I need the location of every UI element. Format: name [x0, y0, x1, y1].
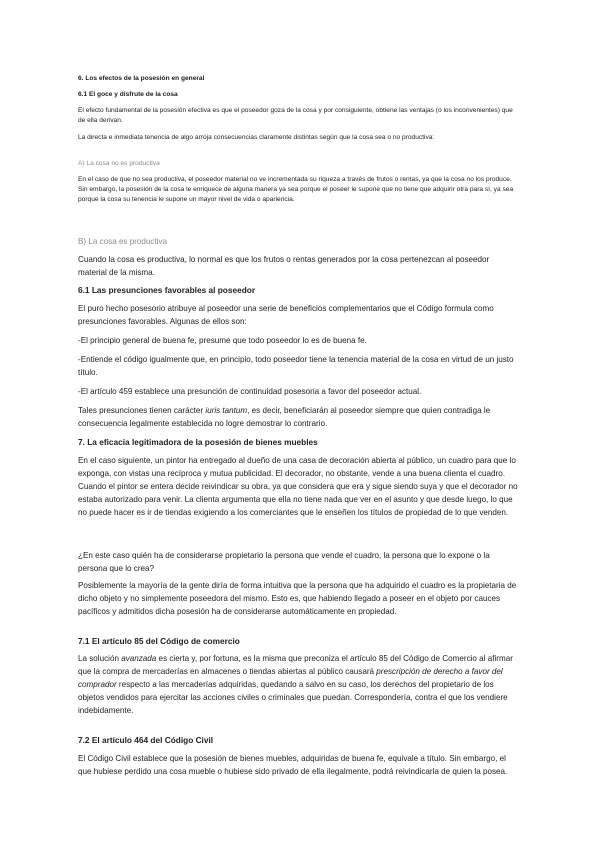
articulo-85-emphasis-2: prescripción de derecho a favor del comprador: [78, 667, 503, 689]
section-7-2-heading: 7.2 El artículo 464 del Código Civil: [78, 735, 214, 745]
articulo-85-text-2: es cierta y, por fortuna, es la misma que preconiza el artículo 85 del Código de Comercio al afirmar que la compra de mercaderías en almacenes o tiendas abiertas al público causará: [78, 654, 513, 676]
paragraph-articulo-464: El Código Civil establece que la posesión de bienes muebles, adquiridas de buena fe, equivale a título. Sin embargo, el que hubiese perdido una cosa mueble o hubiese sido privado de ella ilegalmente, podrá reivindicarla de quien la posea.: [78, 754, 508, 776]
bullet-buena-fe: -El principio general de buena fe, presume que todo poseedor lo es de buena fe.: [78, 336, 367, 345]
iuris-tantum-text-1: Tales presunciones tienen carácter: [78, 406, 206, 415]
bullet-justo-titulo: -Entiende el código igualmente que, en principio, todo poseedor tiene la tenencia material de la cosa en virtud de un justo título.: [78, 355, 514, 377]
paragraph-tenencia: La directa e inmediata tenencia de algo arroja consecuencias claramente distintas según que la cosa sea o no productiva:: [78, 134, 435, 141]
articulo-85-text-3: respecto a las mercaderías adquiridas, quedando a salvo en su caso, los derechos del propietario de los objetos vendidos para ejercitar las acciones civiles o criminales que puedan. Correspondería, contra el que los vendiere indebidamente.: [78, 680, 508, 715]
paragraph-iuris-tantum: [78, 404, 518, 430]
paragraph-goce: El efecto fundamental de la posesión efectiva es que el poseedor goza de la cosa y por consiguiente, obtiene las ventajas (o los inconvenientes) que de ella derivan.: [78, 107, 513, 125]
section-6-heading: 6. Los efectos de la posesión en general: [78, 75, 205, 82]
section-7-heading: 7. La eficacia legitimadora de la posesión de bienes muebles: [78, 437, 318, 447]
paragraph-no-productiva: En el caso de que no sea productiva, el poseedor material no ve incrementada su riqueza a través de frutos o rentas, ya que la cosa no los produce. Sin embargo, la posesión de la cosa le enriquece de alguna manera ya sea porque el poseer le supone que no tiene que adquirir otra para sí, ya sea porque la cosa su tenencia le supone un mayor nivel de vida o apariencia.: [78, 176, 514, 204]
paragraph-articulo-85: [78, 652, 518, 717]
subheading-b: B) La cosa es productiva: [78, 237, 168, 246]
subheading-a: A) La cosa no es productiva: [78, 160, 160, 167]
section-6-1-heading: 6.1 El goce y disfrute de la cosa: [78, 91, 178, 98]
paragraph-presunciones: El puro hecho posesorio atribuye al poseedor una serie de beneficios complementarios que el Código formula como presunciones favorables. Algunas de ellos son:: [78, 304, 494, 326]
paragraph-caso-pintor: En el caso siguiente, un pintor ha entregado al dueño de una casa de decoración abierta al público, un cuadro para que lo exponga, con vistas una recíproca y mutua publicidad. El decorador, no obstante, vende a una buena clienta el cuadro. Cuando el pintor se entera decide reivindicar su obra, ya que considera que era y sigue siendo suya y que el decorador no estaba autorizado para venir. La clienta argumenta que ella no tiene nada que ver en el asunto y que desde luego, lo que no puede hacer es ir de tiendas exigiendo a los comerciantes que le enseñen los títulos de propiedad de lo que venden.: [78, 456, 518, 517]
bullet-articulo-459: -El artículo 459 establece una presunción de continuidad posesoria a favor del poseedor actual.: [78, 387, 422, 396]
paragraph-productiva: Cuando la cosa es productiva, lo normal es que los frutos o rentas generados por la cosa pertenezcan al poseedor material de la misma.: [78, 255, 490, 277]
section-7-1-heading: 7.1 El artículo 85 del Código de comercio: [78, 636, 240, 646]
paragraph-pregunta: ¿En este caso quién ha de considerarse propietario la persona que vende el cuadro, la persona que lo expone o la persona que lo crea?: [78, 551, 490, 573]
articulo-85-text-1: La solución: [78, 654, 122, 663]
iuris-tantum-text-2: , es decir, beneficiarán al poseedor siempre que quien contradiga le consecuencia legalmente establecida no logre demostrar lo contrario.: [78, 406, 491, 428]
paragraph-mayoria: Posiblemente la mayoría de la gente diría de forma intuitiva que la persona que ha adquirido el cuadro es la propietaria de dicho objeto y no simplemente poseedora del mismo. Esto es, que habiendo llegado a poseer en el objeto por cauces pacíficos y admitidos dicha posesión ha de considerarse automáticamente en propiedad.: [78, 581, 517, 616]
section-presunciones-heading: 6.1 Las presunciones favorables al poseedor: [78, 285, 256, 295]
articulo-85-emphasis-1: avanzada: [121, 654, 157, 663]
iuris-tantum-emphasis: iuris tantum: [205, 406, 248, 415]
